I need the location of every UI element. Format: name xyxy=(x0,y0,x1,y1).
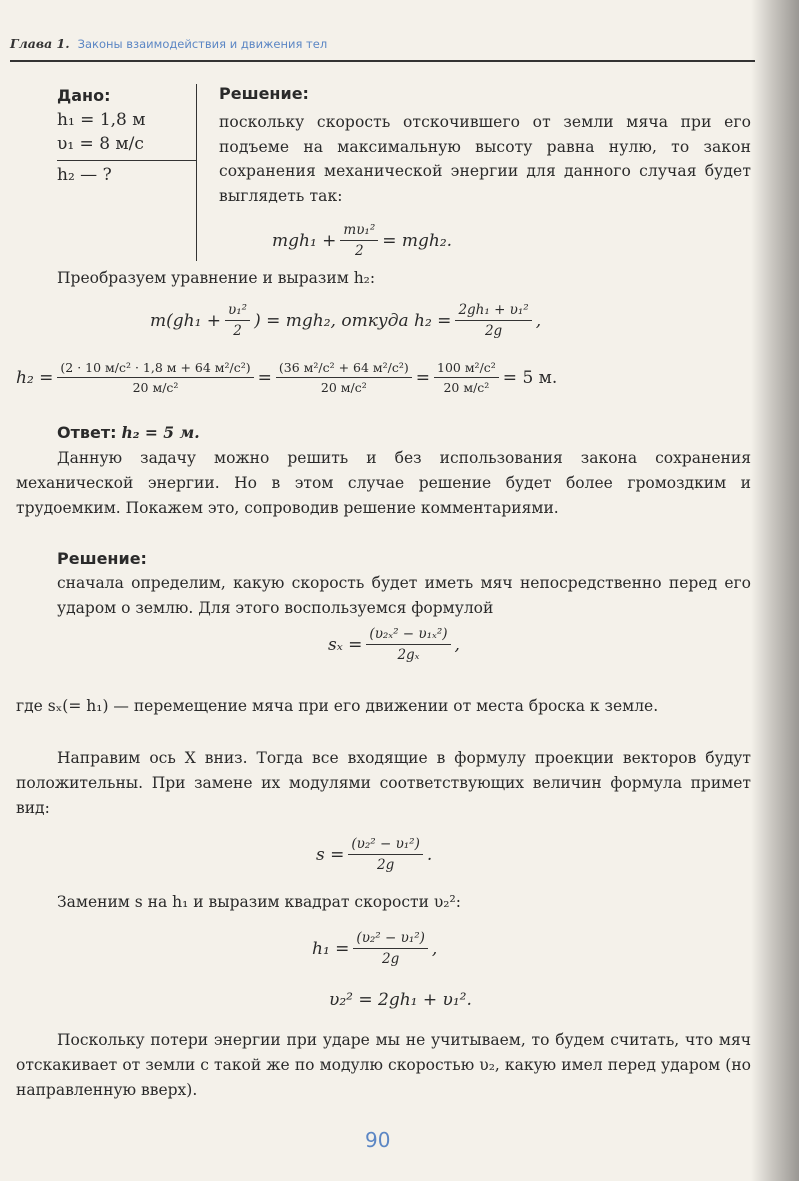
transform-text: Преобразуем уравнение и выразим h₂: xyxy=(57,269,376,287)
disp-lhs: sₓ = xyxy=(328,634,363,655)
answer-label: Ответ: xyxy=(57,423,117,442)
disp-den: 2gₓ xyxy=(397,647,420,663)
displacement-formula xyxy=(328,626,460,663)
eq-numerator: mυ₁² xyxy=(340,222,378,241)
eq-left: mgh₁ + xyxy=(272,230,337,251)
running-header xyxy=(10,36,755,62)
calc-f1-num: (2 · 10 м/с² · 1,8 м + 64 м²/с²) xyxy=(57,360,253,378)
chapter-label: Глава 1. xyxy=(10,36,70,51)
calculation-equation xyxy=(16,360,557,395)
given-block xyxy=(57,84,197,261)
frac-b-num: 2gh₁ + υ₁² xyxy=(455,302,531,321)
replace-text: Заменим s на h₁ и выразим квадрат скорости υ₂²: xyxy=(57,893,461,911)
final-text: Поскольку потери энергии при ударе мы не учитываем, то будем считать, что мяч отскакивает от земли с такой же по модулю скоростью υ₂, какую имел перед ударом (но направленную вверх). xyxy=(16,1031,751,1100)
transform-eq-a: m(gh₁ + xyxy=(150,310,222,331)
calc-frac-2 xyxy=(276,360,412,395)
calc-frac-3 xyxy=(434,360,499,395)
where-text: где sₓ(= h₁) — перемещение мяча при его движении от места броска к земле. xyxy=(16,697,659,715)
h1-end: , xyxy=(431,938,438,959)
answer-value: h₂ = 5 м. xyxy=(121,423,200,442)
disp-end: , xyxy=(454,634,460,655)
frac-a-den: 2 xyxy=(233,323,242,339)
eq-fraction xyxy=(340,222,378,259)
calc-frac-1 xyxy=(57,360,253,395)
transform-equation xyxy=(150,302,541,339)
h1-frac xyxy=(353,930,428,967)
calc-f3-num: 100 м²/с² xyxy=(434,360,499,378)
axis-text: Направим ось X вниз. Тогда все входящие в формулу проекции векторов будут положительны. При замене их модулями соответствующих величин формула примет вид: xyxy=(16,749,751,818)
transform-frac-b xyxy=(455,302,531,339)
disp-num: (υ₂ₓ² − υ₁ₓ²) xyxy=(366,626,450,645)
page-edge-shadow xyxy=(751,0,799,1181)
frac-b-den: 2g xyxy=(484,323,503,339)
eq-right: = mgh₂. xyxy=(382,230,453,251)
calc-eq-2: = xyxy=(415,367,430,388)
solution2-text: сначала определим, какую скорость будет иметь мяч непосредственно перед его ударом о землю. Для этого воспользуемся формулой xyxy=(57,574,751,618)
calc-eq-1: = xyxy=(257,367,272,388)
calc-f1-den: 20 м/с² xyxy=(132,380,179,395)
frac-a-num: υ₁² xyxy=(225,302,250,321)
calc-f3-den: 20 м/с² xyxy=(443,380,490,395)
answer-line xyxy=(57,420,751,446)
calc-lhs: h₂ = xyxy=(16,367,54,388)
eq-denominator: 2 xyxy=(355,243,364,259)
h1-lhs: h₁ = xyxy=(312,938,350,959)
energy-equation xyxy=(272,222,452,259)
disp-frac xyxy=(366,626,450,663)
paragraph-alternative: Данную задачу можно решить и без использования закона сохранения механической энергии. Но в этом случае решение будет более громоздким и трудоемким. Покажем это, сопроводив решение комментариями. xyxy=(16,449,751,518)
solution-heading: Решение: xyxy=(219,84,309,103)
s-frac xyxy=(348,836,423,873)
s-lhs: s = xyxy=(316,844,345,865)
s-end: . xyxy=(426,844,433,865)
v2-formula: υ₂² = 2gh₁ + υ₁². xyxy=(329,990,472,1010)
s-num: (υ₂² − υ₁²) xyxy=(348,836,423,855)
solution-text: поскольку скорость отскочившего от земли мяча при его подъеме на максимальную высоту равна нулю, то закон сохранения механической энергии для данного случая будет выглядеть так: xyxy=(219,113,751,205)
solution2-heading: Решение: xyxy=(57,549,147,568)
h1-den: 2g xyxy=(382,951,400,967)
given-v1: υ₁ = 8 м/с xyxy=(57,134,144,154)
s-den: 2g xyxy=(377,857,395,873)
transform-eq-end: , xyxy=(535,310,542,331)
h1-num: (υ₂² − υ₁²) xyxy=(353,930,428,949)
find-h2: h₂ — ? xyxy=(57,160,196,187)
transform-frac-a xyxy=(225,302,250,339)
calc-result: = 5 м. xyxy=(502,367,558,388)
calc-f2-num: (36 м²/с² + 64 м²/с²) xyxy=(276,360,412,378)
given-h1: h₁ = 1,8 м xyxy=(57,110,146,130)
chapter-title: Законы взаимодействия и движения тел xyxy=(77,37,328,51)
page-number: 90 xyxy=(365,1128,391,1152)
h1-formula xyxy=(312,930,437,967)
transform-eq-b: ) = mgh₂, откуда h₂ = xyxy=(254,310,452,331)
calc-f2-den: 20 м/с² xyxy=(320,380,367,395)
s-formula xyxy=(316,836,432,873)
solution2-heading-line xyxy=(57,546,751,572)
given-label: Дано: xyxy=(57,86,111,105)
